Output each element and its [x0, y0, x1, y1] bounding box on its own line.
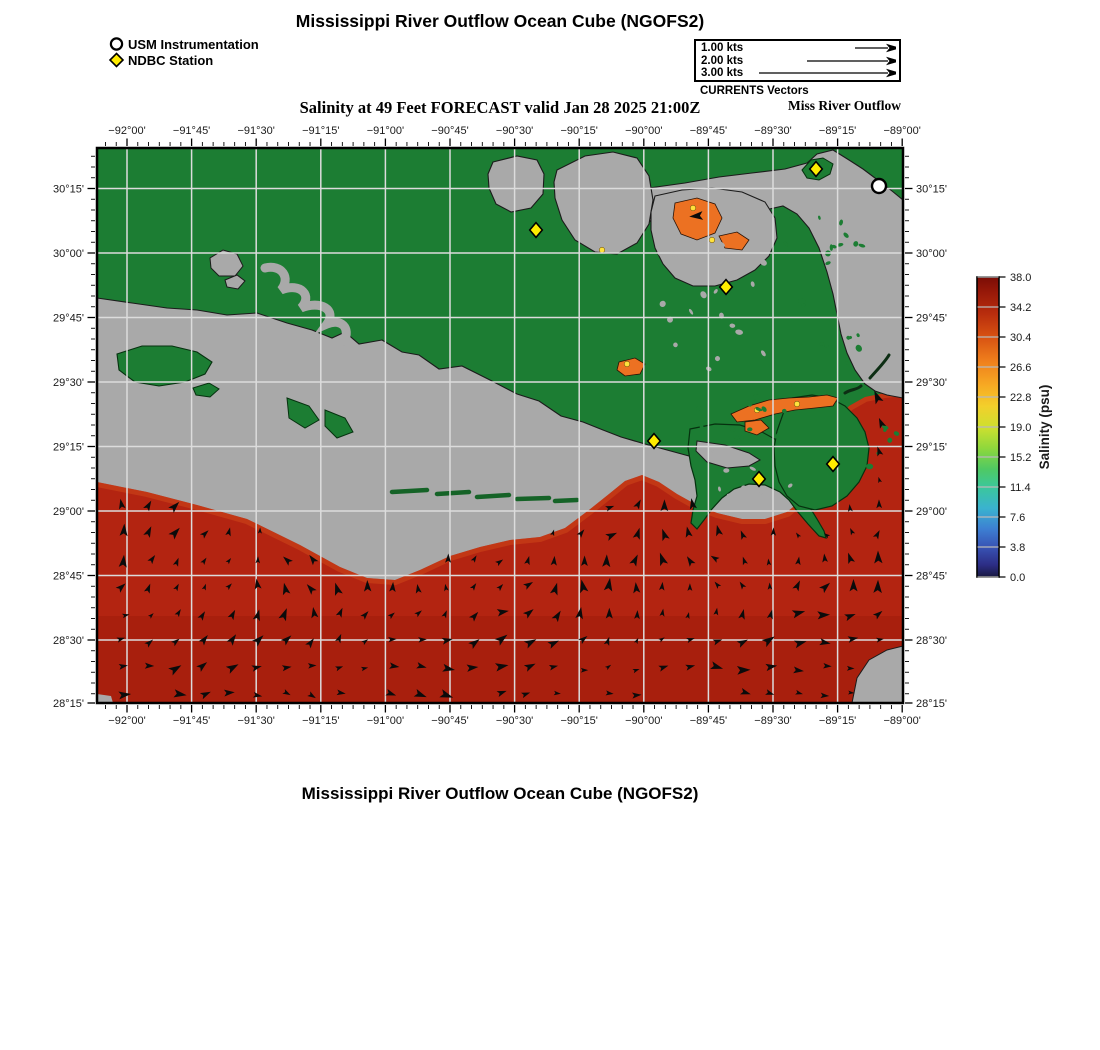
region-label: Miss River Outflow — [788, 98, 901, 113]
colorbar-tick-label: 22.8 — [1010, 392, 1032, 404]
y-tick-label-left: 30°00' — [53, 248, 84, 260]
x-tick-label-bottom: −91°45' — [172, 715, 211, 727]
y-tick-label-right: 29°45' — [916, 312, 947, 325]
y-tick-label-left: 30°15' — [53, 183, 84, 196]
colorbar-tick-label: 11.4 — [1010, 482, 1031, 494]
y-tick-label-left: 28°45' — [53, 570, 84, 583]
colorbar-tick-label: 7.6 — [1010, 512, 1026, 524]
usm-instrumentation-marker — [872, 179, 886, 193]
y-tick-label-right: 29°15' — [916, 441, 947, 454]
x-tick-label-top: −89°30' — [754, 125, 792, 137]
x-tick-label-bottom: −89°30' — [754, 715, 792, 727]
colorbar-tick-label: 26.6 — [1010, 362, 1032, 374]
x-tick-label-bottom: −91°00' — [366, 715, 405, 727]
x-tick-label-bottom: −89°45' — [689, 715, 728, 727]
colorbar-tick-label: 3.8 — [1010, 542, 1026, 554]
figure-title: Mississippi River Outflow Ocean Cube (NGOFS2) — [295, 11, 705, 31]
x-tick-label-bottom: −90°00' — [625, 715, 663, 727]
colorbar-tick-label: 30.4 — [1010, 332, 1032, 344]
y-tick-label-right: 29°30' — [916, 377, 947, 389]
x-tick-label-top: −92°00' — [108, 125, 146, 137]
barrier-island — [517, 498, 549, 499]
map-layers — [97, 148, 903, 706]
y-tick-label-right: 28°15' — [916, 698, 947, 710]
legend-label-ndbc: NDBC Station — [128, 52, 214, 68]
barrier-island — [477, 495, 509, 497]
x-tick-label-top: −89°15' — [818, 125, 857, 137]
y-tick-label-left: 28°15' — [53, 698, 84, 710]
x-tick-label-top: −90°30' — [495, 125, 534, 137]
y-tick-label-left: 29°30' — [53, 377, 84, 389]
x-tick-label-top: −90°45' — [431, 125, 469, 137]
currents-label-3: 3.00 kts — [701, 67, 744, 80]
colorbar — [977, 277, 1006, 577]
x-tick-label-bottom: −90°30' — [495, 715, 534, 727]
fresh-plume-dot — [599, 247, 605, 253]
colorbar-axis-label: Salinity (psu) — [1037, 384, 1052, 470]
x-tick-label-bottom: −91°15' — [302, 715, 340, 727]
colorbar-tick-label: 0.0 — [1010, 572, 1026, 584]
fresh-plume-dot — [709, 237, 715, 243]
y-tick-label-right: 28°45' — [916, 570, 947, 583]
colorbar-tick-label: 19.0 — [1010, 422, 1032, 434]
fresh-plume-dot — [794, 401, 800, 407]
colorbar-tick-label: 38.0 — [1010, 272, 1032, 284]
x-tick-label-top: −90°00' — [625, 125, 663, 137]
y-tick-label-left: 28°30' — [53, 635, 84, 647]
x-tick-label-top: −91°15' — [302, 125, 340, 137]
x-tick-label-top: −90°15' — [560, 125, 598, 137]
x-tick-label-bottom: −89°00' — [883, 715, 921, 727]
barrier-island — [392, 490, 427, 492]
colorbar-tick-label: 15.2 — [1010, 452, 1032, 464]
y-tick-label-right: 30°00' — [916, 248, 947, 260]
x-tick-label-bottom: −90°15' — [560, 715, 598, 727]
y-tick-label-right: 30°15' — [916, 183, 947, 196]
y-tick-label-right: 29°00' — [916, 506, 947, 518]
y-tick-label-left: 29°00' — [53, 506, 84, 518]
forecast-subtitle: Salinity at 49 Feet FORECAST valid Jan 28 2025 21:00Z — [299, 98, 701, 117]
legend-label-usm: USM Instrumentation — [128, 36, 259, 52]
fresh-plume-dot — [690, 205, 696, 211]
x-tick-label-top: −91°30' — [237, 125, 275, 137]
figure-title-bottom: Mississippi River Outflow Ocean Cube (NGOFS2) — [301, 784, 699, 803]
x-tick-label-top: −89°00' — [883, 125, 921, 137]
barrier-island — [555, 500, 577, 501]
y-tick-label-right: 28°30' — [916, 635, 947, 647]
marsh-speckle — [866, 464, 873, 470]
currents-caption: CURRENTS Vectors — [700, 85, 809, 97]
x-tick-label-top: −89°45' — [689, 125, 728, 137]
x-tick-label-bottom: −90°45' — [431, 715, 469, 727]
colorbar-tick-label: 34.2 — [1010, 302, 1032, 314]
y-tick-label-left: 29°45' — [53, 312, 84, 325]
x-tick-label-bottom: −92°00' — [108, 715, 146, 727]
fresh-plume-dot — [624, 361, 630, 367]
y-tick-label-left: 29°15' — [53, 441, 84, 454]
currents-label-2: 2.00 kts — [701, 54, 744, 67]
barrier-island — [437, 492, 469, 494]
currents-label-1: 1.00 kts — [701, 42, 744, 55]
x-tick-label-top: −91°45' — [172, 125, 211, 137]
x-tick-label-top: −91°00' — [366, 125, 405, 137]
x-tick-label-bottom: −89°15' — [818, 715, 857, 727]
x-tick-label-bottom: −91°30' — [237, 715, 275, 727]
